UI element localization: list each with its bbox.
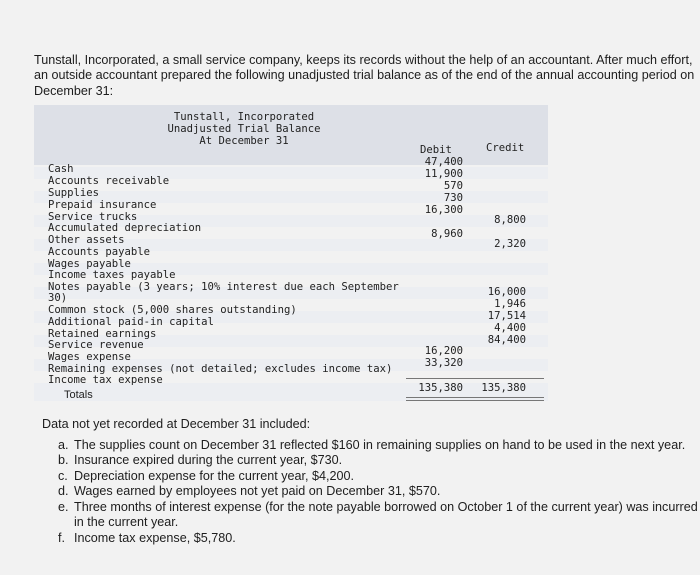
credit-notes-payable: 16,000 [487,286,526,298]
problem-intro: Tunstall, Incorporated, a small service company, keeps its records without the help of an accountant. After much effort, an outside accountant prepared the following unadjusted trial balance as of the end of the annual accounting period on December 31: [34,52,695,98]
row-label-service-trucks: Service trucks [48,211,138,223]
unrecorded-data-section [42,417,700,546]
row-label-accounts-payable: Accounts payable [48,246,151,258]
row-label-retained-earnings: Retained earnings [48,328,157,340]
debit-supplies: 570 [443,180,463,192]
list-item [58,468,700,485]
credit-additional-paid-in-capital: 17,514 [487,310,526,322]
row-label-common-stock: Common stock (5,000 shares outstanding) [48,304,297,316]
row-label-income-tax-expense: Income tax expense [48,374,163,386]
row-label-remaining-expenses: Remaining expenses (not detailed; excludes income tax) [48,363,393,375]
debit-accounts-receivable: 11,900 [424,168,463,180]
item-marker: a. [58,437,69,452]
row-label-cash: Cash [48,163,74,175]
item-text: Depreciation expense for the current year, $4,200. [74,468,355,483]
item-marker: c. [58,468,68,483]
debit-prepaid-insurance: 730 [443,192,463,204]
credit-service-revenue: 84,400 [487,334,526,346]
debit-cash: 47,400 [424,156,463,168]
item-text: Income tax expense, $5,780. [74,530,236,545]
item-marker: e. [58,499,69,514]
item-text: Insurance expired during the current year, $730. [74,453,343,467]
item-text: Three months of interest expense (for the note payable borrowed on October 1 of the current year) was incurred in the current year. [74,499,698,529]
table-title-company: Tunstall, Incorporated [173,111,315,123]
totals-top-rule [406,378,544,379]
data-heading: Data not yet recorded at December 31 included: [42,417,311,431]
item-text: Wages earned by employees not yet paid on December 31, $570. [74,484,441,498]
debit-header: Debit [420,144,452,156]
list-item [58,437,700,454]
row-label-service-revenue: Service revenue [48,339,144,351]
item-marker: d. [58,484,69,498]
list-item [58,530,700,547]
credit-common-stock: 1,946 [494,298,526,310]
totals-double-rule [406,397,544,401]
debit-remaining-expenses: 33,320 [424,357,463,369]
row-label-wages-payable: Wages payable [48,258,131,270]
item-text: The supplies count on December 31 reflected $160 in remaining supplies on hand to be used in the next year. [74,437,686,452]
credit-header: Credit [486,142,525,154]
adjustment-list [42,438,700,547]
credit-retained-earnings: 4,400 [494,322,526,334]
row-label-accumulated-depreciation: Accumulated depreciation [48,222,202,234]
item-marker: f. [58,530,65,545]
row-label-additional-paid-in-capital: Additional paid-in capital [48,316,214,328]
row-label-other-assets: Other assets [48,234,125,246]
table-title-report: Unadjusted Trial Balance [167,123,321,135]
item-marker: b. [58,453,69,467]
credit-accounts-payable: 2,320 [494,238,526,250]
row-label-notes-payable-cont: 30) [48,292,68,304]
row-label-income-taxes-payable: Income taxes payable [48,269,176,281]
list-item [58,484,700,500]
row-label-accounts-receivable: Accounts receivable [48,175,170,187]
totals-label: Totals [64,389,93,401]
table-title-date: At December 31 [199,135,289,147]
debit-other-assets: 8,960 [431,228,463,240]
list-item [58,453,700,469]
debit-wages-expense: 16,200 [424,345,463,357]
debit-service-trucks: 16,300 [424,204,463,216]
total-credit: 135,380 [481,382,526,394]
total-debit: 135,380 [418,382,463,394]
row-label-wages-expense: Wages expense [48,351,131,363]
credit-accumulated-depreciation: 8,800 [494,214,526,226]
row-label-notes-payable: Notes payable (3 years; 10% interest due each September [48,281,399,293]
row-label-supplies: Supplies [48,187,100,199]
trial-balance-table [34,105,548,402]
list-item [58,499,700,531]
row-label-prepaid-insurance: Prepaid insurance [48,199,157,211]
